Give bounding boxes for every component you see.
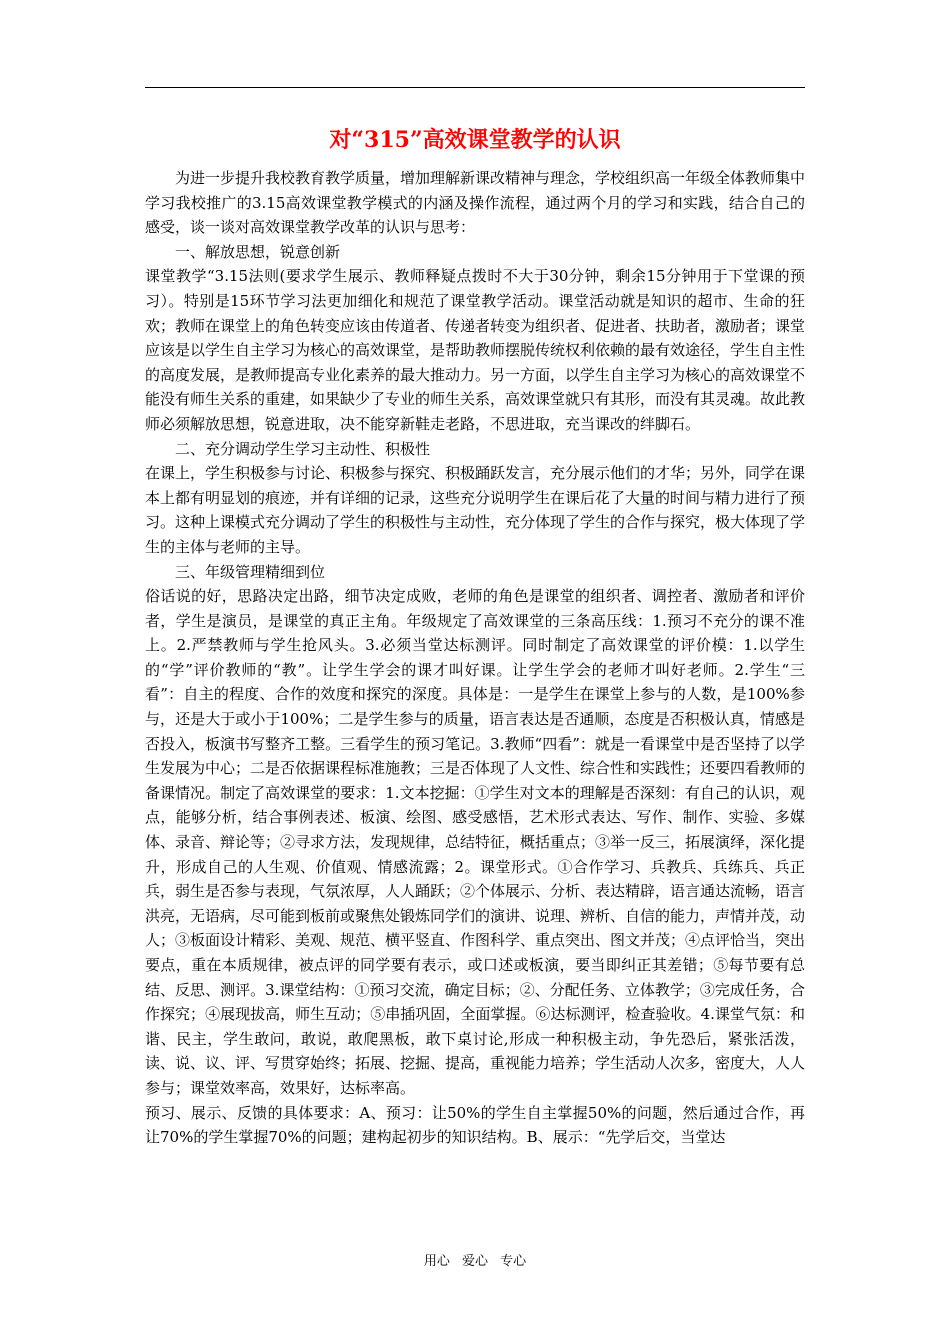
document-title: 对“315”高效课堂教学的认识 <box>329 127 621 153</box>
section-3-paragraph: 俗话说的好，思路决定出路，细节决定成败，老师的角色是课堂的组织者、调控者、激励者和评价者，学生是演员，是课堂的真正主角。年级规定了高效课堂的三条高压线：1.预习不充分的课不准上。2.严禁教师与学生抢风头。3.必须当堂达标测评。同时制定了高效课堂的评价模：1.以学生的“学”评价教师的“教”。让学生学会的课才叫好课。让学生学会的老师才叫好老师。2.学生“三看”：自主的程度、合作的效度和探究的深度。具体是：一是学生在课堂上参与的人数，是100%参与，还是大于或小于100%；二是学生参与的质量，语言表达是否通顺，态度是否积极认真，情感是否投入，板演书写整齐工整。三看学生的预习笔记。3.教师“四看”：就是一看课堂中是否坚持了以学生发展为中心；二是否依据课程标准施教；三是否体现了人文性、综合性和实践性；还要四看教师的备课情况。制定了高效课堂的要求：1.文本挖掘：①学生对文本的理解是否深刻：有自己的认识，观点，能够分析，结合事例表述、板演、绘图、感受感悟，艺术形式表达、写作、制作、实验、多媒体、录音、辩论等；②寻求方法，发现规律，总结特征，概括重点；③举一反三，拓展演绎，深化提升，形成自己的人生观、价值观、情感流露；2。课堂形式。①合作学习、兵教兵、兵练兵、兵正兵，弱生是否参与表现，气氛浓厚，人人踊跃；②个体展示、分析、表达精辟，语言通达流畅，语言洪亮，无语病，尽可能到板前或聚焦处锻炼同学们的演讲、说理、辨析、自信的能力，声情并茂，动人；③板面设计精彩、美观、规范、横平竖直、作图科学、重点突出、图文并茂；④点评恰当，突出要点，重在本质规律，被点评的同学要有表示，或口述或板演，要当即纠正其差错；⑤每节要有总结、反思、测评。3.课堂结构：①预习交流，确定目标；②、分配任务、立体教学；③完成任务，合作探究；④展现拔高，师生互动；⑤串插巩固，全面掌握。⑥达标测评，检查验收。4.课堂气氛：和谐、民主，学生敢问，敢说，敢爬黑板，敢下桌讨论,形成一种积极主动，争先恐后，紧张活泼，读、说、议、评、写贯穿始终；拓展、挖掘、提高，重视能力培养；学生活动人次多，密度大，人人参与；课堂效率高，效果好，达标率高。 <box>145 587 806 1097</box>
section-1-paragraph: 课堂教学“3.15法则(要求学生展示、教师释疑点拨时不大于30分钟，剩余15分钟用于下堂课的预习）。特别是15环节学习法更加细化和规范了课堂教学活动。课堂活动就是知识的超市、生命的狂欢；教师在课堂上的角色转变应该由传道者、传递者转变为组织者、促进者、扶助者，激励者；课堂应该是以学生自主学习为核心的高效课堂，是帮助教师摆脱传统权利依赖的最有效途径，学生自主性的高度发展，是教师提高专业化素养的最大推动力。另一方面，以学生自主学习为核心的高效课堂不能没有师生关系的重建，如果缺少了专业的师生关系，高效课堂就只有其形，而没有其灵魂。故此教师必须解放思想，锐意进取，决不能穿新鞋走老路，不思进取，充当课改的绊脚石。 <box>145 267 806 433</box>
intro-paragraph: 为进一步提升我校教育教学质量，增加理解新课改精神与理念，学校组织高一年级全体教师集中学习我校推广的3.15高效课堂教学模式的内涵及操作流程，通过两个月的学习和实践，结合自己的感受，谈一谈对高效课堂教学改革的认识与思考： <box>145 169 806 237</box>
document-body <box>145 120 805 1150</box>
section-heading-3: 三、年级管理精细到位 <box>175 562 326 581</box>
section-2-paragraph: 在课上，学生积极参与讨论、积极参与探究、积极踊跃发言，充分展示他们的才华；另外，同学在课本上都有明显划的痕迹，并有详细的记录，这些充分说明学生在课后花了大量的时间与精力进行了预习。这种上课模式充分调动了学生的积极性与主动性，充分体现了学生的合作与探究，极大体现了学生的主体与老师的主导。 <box>145 464 806 556</box>
page-footer: 用心 爱心 专心 <box>423 1254 527 1269</box>
requirements-paragraph: 预习、展示、反馈的具体要求：A、预习：让50%的学生自主掌握50%的问题，然后通过合作，再让70%的学生掌握70%的问题；建构起初步的知识结构。B、展示：“先学后交，当堂达 <box>145 1103 805 1147</box>
header-rule <box>145 87 805 88</box>
section-heading-2: 二、充分调动学生学习主动性、积极性 <box>175 439 431 458</box>
section-heading-1: 一、解放思想，锐意创新 <box>175 242 341 261</box>
